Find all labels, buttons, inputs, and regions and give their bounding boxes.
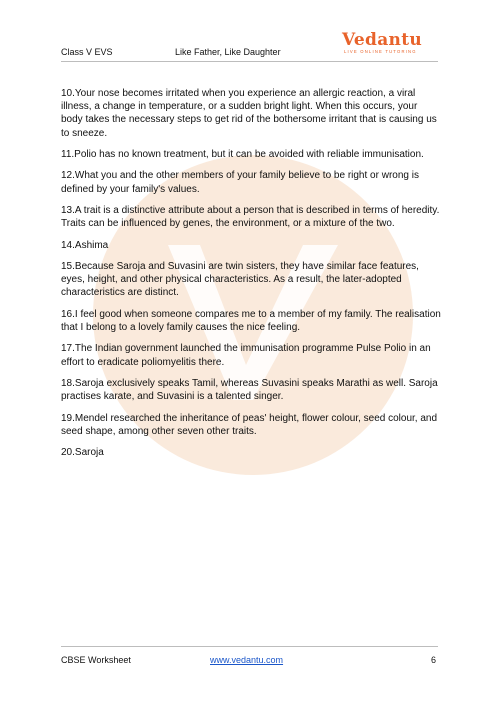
answer-10: 10.Your nose becomes irritated when you experience an allergic reaction, a viral illness, a change in temperature, or a sudden bright light. When this occurs, your body takes the necessary steps to get rid of the bothersome irritant that is causing us to sneeze.: [61, 88, 437, 139]
answer-14: 14.Ashima: [61, 239, 109, 251]
footer-divider: [61, 646, 438, 647]
header-divider: [61, 61, 438, 62]
header-class-label: Class V EVS: [61, 47, 113, 57]
answer-12: 12.What you and the other members of your family believe to be right or wrong is defined by your family's values.: [61, 170, 419, 195]
footer-worksheet-label: CBSE Worksheet: [61, 655, 131, 665]
vedantu-logo: [342, 30, 438, 58]
answers-list: [61, 87, 441, 468]
answer-19: 19.Mendel researched the inheritance of peas' height, flower colour, seed colour, and seed shape, among other seven other traits.: [61, 412, 438, 437]
answer-16: 16.I feel good when someone compares me to a member of my family. The realisation that I belong to a lovely family causes the nice feeling.: [61, 308, 441, 333]
answer-18: 18.Saroja exclusively speaks Tamil, whereas Suvasini speaks Marathi as well. Saroja practises karate, and Suvasini is a talented singer.: [61, 377, 438, 403]
logo-wordmark: Vedantu: [342, 30, 423, 50]
answer-15: 15.Because Saroja and Suvasini are twin sisters, they have similar face features, eyes, height, and other physical characteristics. As a result, the later-adopted characteristics are distinct.: [61, 260, 419, 299]
logo-tagline: LIVE ONLINE TUTORING: [344, 49, 417, 54]
answer-20: 20.Saroja: [61, 447, 104, 459]
answer-17: 17.The Indian government launched the immunisation programme Pulse Polio in an effort to eradicate poliomyelitis there.: [61, 343, 431, 368]
answer-11: 11.Polio has no known treatment, but it can be avoided with reliable immunisation.: [61, 149, 424, 160]
footer-website-link[interactable]: www.vedantu.com: [210, 655, 284, 665]
answer-13: 13.A trait is a distinctive attribute about a person that is described in terms of heredity. Traits can be influenced by genes, the environment, or a mixture of the two.: [61, 204, 440, 230]
page-number: 6: [431, 655, 437, 665]
header-chapter-title: Like Father, Like Daughter: [175, 47, 281, 57]
